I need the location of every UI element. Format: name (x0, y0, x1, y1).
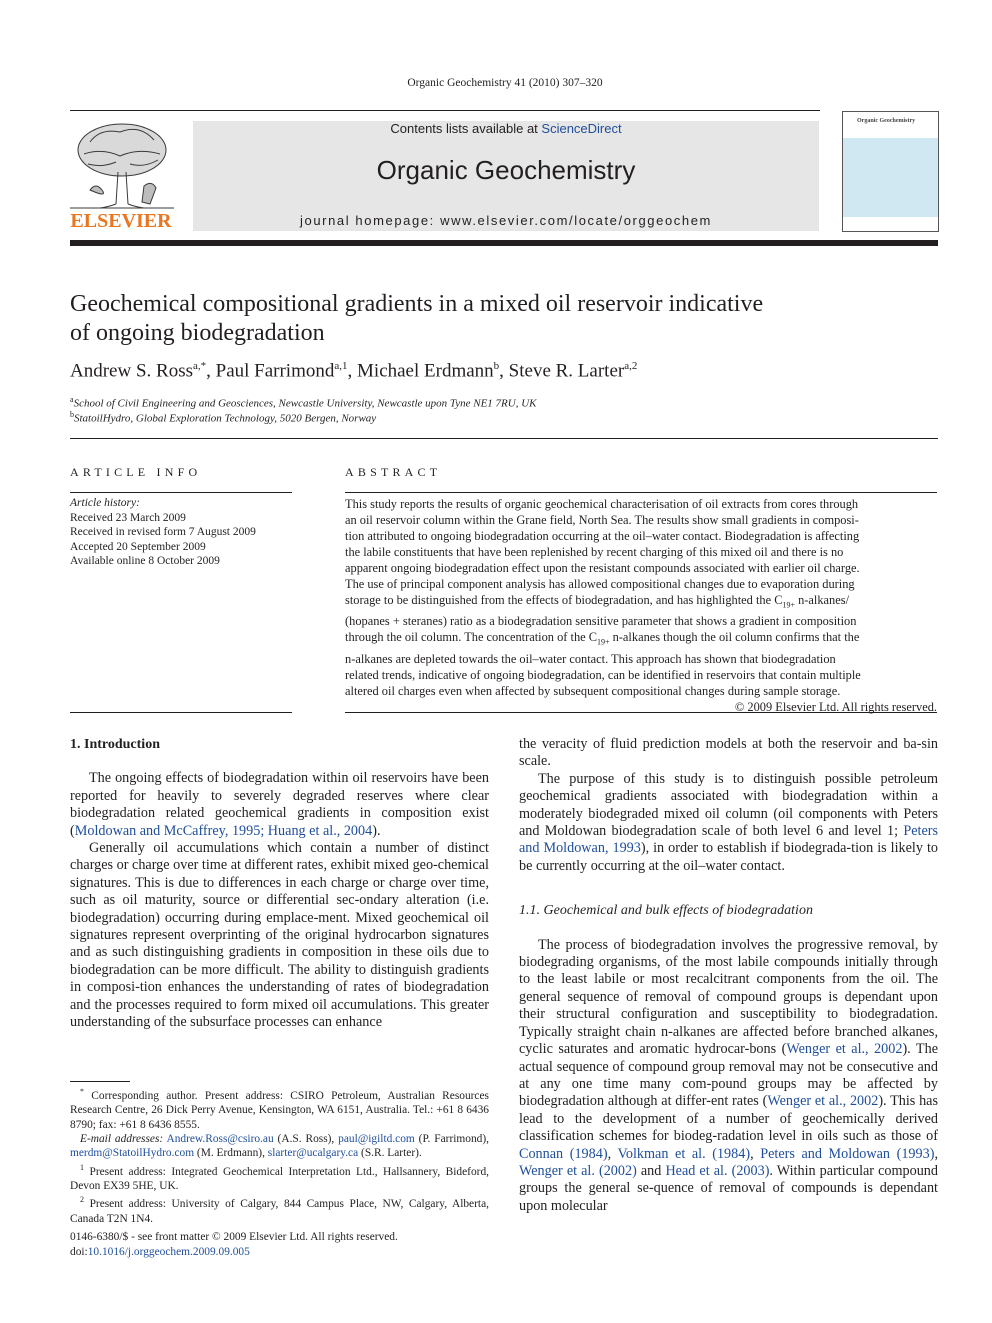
subsection-heading: 1.1. Geochemical and bulk effects of biodegradation (519, 903, 813, 919)
email-owner: (S.R. Larter). (358, 1147, 422, 1160)
citation-link[interactable]: Peters and Moldowan, 1993 (519, 823, 938, 857)
email-link[interactable]: Andrew.Ross@csiro.au (166, 1133, 274, 1146)
author-list (70, 360, 930, 382)
footnotes (70, 1085, 489, 1226)
article-info-label: ARTICLE INFO (70, 465, 202, 479)
citation-link[interactable]: Wenger et al., 2002 (767, 1093, 879, 1110)
body-paragraph: the veracity of fluid prediction models at both the reservoir and ba-sin scale. (519, 736, 938, 770)
author-name[interactable]: Steve R. Larter (508, 360, 625, 382)
doi-label: doi: (70, 1245, 88, 1258)
abstract-line (345, 592, 937, 613)
affiliation-text: School of Civil Engineering and Geosciences, Newcastle University, Newcastle upon Tyne NE1 7RU, UK (73, 397, 537, 410)
email-link[interactable]: merdm@StatoilHydro.com (70, 1147, 195, 1160)
doi-line (70, 1245, 489, 1260)
affiliation-mark: a (70, 395, 74, 404)
author-affil-mark[interactable]: a,1 (334, 360, 348, 372)
author-name[interactable]: Andrew S. Ross (70, 360, 193, 382)
abstract-line: the labile constituents that have been replenished by recent charging of this mixed oil and there is no (345, 545, 844, 559)
contents-prefix: Contents lists available at (390, 121, 542, 136)
history-label: Article history: (70, 497, 140, 509)
email-owner: (M. Erdmann), (194, 1147, 268, 1160)
author-separator: , (206, 360, 216, 382)
paragraph-text: The purpose of this study is to distinguish possible petroleum geochemical gradients associated with biodegradation within a moderately biodegraded mixed oil column (oil components with Peters and Moldowan biodegradation scale of both level 6 and level 1; (519, 770, 938, 840)
body-paragraph: Generally oil accumulations which contain a number of distinct charges or charge over time at different rates, exhibit mixed geo-chemical signatures. This is due to differences in each charge or charge over time, such as oil maturity, source or differential sec-ondary alteration (i.e. biodegradation) occurring during emplace-ment. Mixed geochemical oil signatures represent overprinting of the original hydrocarbon signatures and as such distinguishing gradients in composition in these oils due to biodegradation can be more difficult. The ability to distinguish gradients in composi-tion enhances the understanding of rates of biodegradation and the processes required to form mixed oil accumulations. This greater understanding of the subsurface processes can enhance (70, 840, 489, 1031)
author-affil-mark[interactable]: a,* (192, 360, 207, 372)
cover-footer-band (843, 217, 938, 231)
body-paragraph: The process of biodegradation involves the progressive removal, by biodegrading organisms, of the most labile compounds initially through to the least labile or most recalcitrant components from the oil. The general sequence of removal of compound groups is dependant upon their structural configuration and susceptibility to biodegradation. Typically straight chain n-alkanes are affected before branched alkanes, cyclic saturates and aromatic hydrocar-bons (Wenger et al., 2002). The actual sequence of compound group removal may not be consecutive and at any one time many com-pound groups may be affected by biodegradation although at differ-ent rates (Wenger et al., 2002). This has lead to the development of a number of geochemically derived classification schemes for biodeg-radation level in oils such as those of Connan (1984), Volkman et al. (1984), Peters and Moldowan (1993), Wenger et al. (2002) and Head et al. (2003). Within particular compound groups the general se-quence of removal of compounds is dependant upon molecular (519, 936, 939, 1214)
article-info-bottom-rule (70, 712, 292, 713)
history-revised: Received in revised form 7 August 2009 (70, 526, 256, 538)
article-history (70, 496, 292, 569)
abstract-rule (345, 492, 937, 493)
citation-link[interactable]: Wenger et al., 2002 (786, 1041, 903, 1058)
abstract-fragment: n-alkanes/ (795, 593, 850, 607)
email-link[interactable]: paul@igiltd.com (338, 1133, 415, 1146)
email-link[interactable]: slarter@ucalgary.ca (267, 1147, 359, 1160)
citation-link[interactable]: Moldowan and McCaffrey, 1995; Huang et al., 2004 (74, 822, 373, 839)
abstract-line: The use of principal component analysis has allowed compositional changes due to evaporation during (345, 577, 855, 591)
citation-link[interactable]: Connan (1984) (519, 1145, 608, 1162)
abstract-line: related trends, indicative of ongoing biodegradation, can be identified in reservoirs that contain multiple (345, 667, 861, 682)
sciencedirect-link[interactable]: ScienceDirect (541, 121, 622, 136)
author-affil-mark[interactable]: a,2 (624, 360, 638, 372)
affiliation-mark: b (70, 410, 74, 419)
footnote-rule (70, 1081, 130, 1082)
abstract-line: This study reports the results of organic geochemical characterisation of oil extracts from cores through (345, 497, 859, 511)
history-online: Available online 8 October 2009 (70, 555, 220, 567)
author-separator: , (347, 360, 358, 382)
footnote-1 (70, 1161, 489, 1194)
author-affil-mark[interactable]: b (493, 360, 500, 372)
doi-link[interactable]: 10.1016/j.orggeochem.2009.09.005 (87, 1245, 250, 1258)
paragraph-text: ). (372, 822, 381, 839)
footnote-corresponding (70, 1085, 489, 1132)
cover-header-band (843, 112, 938, 138)
email-owner: (A.S. Ross), (273, 1133, 339, 1146)
affiliation-a (70, 395, 930, 410)
article-title-line-2: of ongoing biodegradation (70, 320, 325, 346)
history-accepted: Accepted 20 September 2009 (70, 540, 206, 553)
footnote-emails (70, 1132, 489, 1161)
author-separator: , (499, 360, 509, 382)
citation-link[interactable]: Volkman et al. (1984) (617, 1145, 751, 1162)
running-head: Organic Geochemistry 41 (2010) 307–320 (407, 77, 603, 89)
email-owner: (P. Farrimond), (414, 1133, 489, 1146)
article-title-line-1: Geochemical compositional gradients in a mixed oil reservoir indicative (70, 291, 764, 317)
abstract-line: altered oil charges even when affected by subsequent compositional changes during sample storage. (345, 683, 841, 698)
carbon-subscript: 19+ (597, 637, 610, 647)
issn-line: 0146-6380/$ - see front matter © 2009 Elsevier Ltd. All rights reserved. (70, 1231, 398, 1243)
footnote-text: Present address: University of Calgary, 844 Campus Place, NW, Calgary, Alberta, Canada T2N 1N4. (70, 1198, 489, 1225)
journal-name: Organic Geochemistry (376, 155, 636, 185)
paragraph-text: The ongoing effects of biodegradation within oil reservoirs have been reported for heavily to severely degraded reserves where clear biodegradation related geochemical gradients in composition exist ( (70, 770, 489, 839)
section-heading-introduction: 1. Introduction (70, 737, 160, 752)
abstract-copyright: © 2009 Elsevier Ltd. All rights reserved. (734, 699, 937, 714)
abstract-fragment: storage to be distinguished from the effects of biodegradation, and has highlighted the C (345, 593, 783, 607)
author-name[interactable]: Paul Farrimond (215, 360, 335, 382)
abstract-label: ABSTRACT (345, 465, 442, 479)
body-paragraph (70, 770, 489, 840)
abstract-line: (hopanes + steranes) ratio as a biodegradation sensitive parameter that shows a gradient in composition (345, 614, 857, 629)
paragraph-text: ), in order to establish if biodegrada-tion is likely to be currently occurring at the oil–water contact. (519, 840, 938, 874)
paragraph-text: ). This has lead to the development of a number of geochemically derived classification schemes for biodeg-radation level in oils such as those of (519, 1093, 939, 1145)
contents-availability (193, 121, 819, 136)
body-right-column (519, 736, 938, 1215)
paragraph-text: ). The actual sequence of compound group removal may not be consecutive and at any one time many com-pound groups may be affected by biodegradation although at differ-ent rates ( (519, 1041, 938, 1110)
citation-link[interactable]: Wenger et al. (2002) (519, 1162, 637, 1179)
footnote-2 (70, 1193, 489, 1226)
carbon-subscript: 19+ (782, 600, 795, 610)
journal-homepage[interactable]: journal homepage: www.elsevier.com/locate/orggeochem (300, 213, 712, 228)
abstract-fragment: n-alkanes though the oil column confirms that the (609, 630, 860, 645)
header-top-rule (70, 110, 820, 111)
abstract-text (345, 496, 937, 715)
footnote-mark: 1 (80, 1162, 84, 1172)
affiliations-rule (70, 438, 938, 439)
abstract-bottom-rule (345, 712, 937, 713)
affiliation-text: StatoilHydro, Global Exploration Technology, 5020 Bergen, Norway (74, 412, 377, 425)
email-label: E-mail addresses: (80, 1133, 164, 1146)
footnote-mark: 2 (80, 1195, 84, 1205)
header-thick-rule (70, 240, 938, 246)
abstract-line: apparent ongoing biodegradation effect upon the resistant compounds associated with earlier oil charge. (345, 561, 860, 575)
body-left-column (70, 736, 489, 1032)
citation-link[interactable]: Head et al. (2003) (665, 1162, 770, 1179)
abstract-line: tion attributed to ongoing biodegradation occurring at the oil–water contact. Biodegradation is affecting (345, 529, 860, 543)
history-received: Received 23 March 2009 (70, 511, 186, 524)
cover-title: Organic Geochemistry (857, 118, 916, 124)
abstract-line (345, 629, 937, 650)
journal-cover-thumbnail (842, 111, 939, 232)
elsevier-wordmark: ELSEVIER (70, 210, 172, 232)
article-title (70, 290, 870, 348)
citation-link[interactable]: Peters and Moldowan (1993) (760, 1145, 935, 1162)
front-matter-meta (70, 1230, 489, 1259)
article-info-rule (70, 492, 292, 493)
author-name[interactable]: Michael Erdmann (357, 360, 494, 382)
abstract-line: n-alkanes are depleted towards the oil–water contact. This approach has shown that biodegradation (345, 651, 836, 666)
footnote-text: Present address: Integrated Geochemical Interpretation Ltd., Hallsannery, Bideford, Devon EX39 5HE, UK. (70, 1165, 489, 1193)
affiliation-b (70, 410, 930, 425)
paragraph-text: . Within particular compound groups the general se-quence of removal of compounds is dependant upon molecular (519, 1162, 938, 1214)
footnote-text: Corresponding author. Present address: CSIRO Petroleum, Australian Resources Research Centre, 26 Dick Perry Avenue, Kensington, WA 6151, Australia. Tel.: +61 8 6436 8790; fax: +61 8 6436 8555. (70, 1089, 489, 1131)
paragraph-text: The process of biodegradation involves the progressive removal, by biodegrading organisms, of the most labile compounds initially through to the least labile or most recalcitrant components from the oil. The general sequence of removal of compound groups is dependant upon their structural configuration and susceptibility to biodegradation. Typically straight chain n-alkanes are affected before branched alkanes, cyclic saturates and aromatic hydrocar-bons ( (519, 936, 938, 1058)
abstract-fragment: through the oil column. The concentration of the C (345, 630, 597, 645)
footnote-mark: * (80, 1087, 84, 1096)
abstract-line: an oil reservoir column within the Grane field, North Sea. The results show small gradients in composi- (345, 513, 859, 527)
body-paragraph (519, 771, 938, 875)
